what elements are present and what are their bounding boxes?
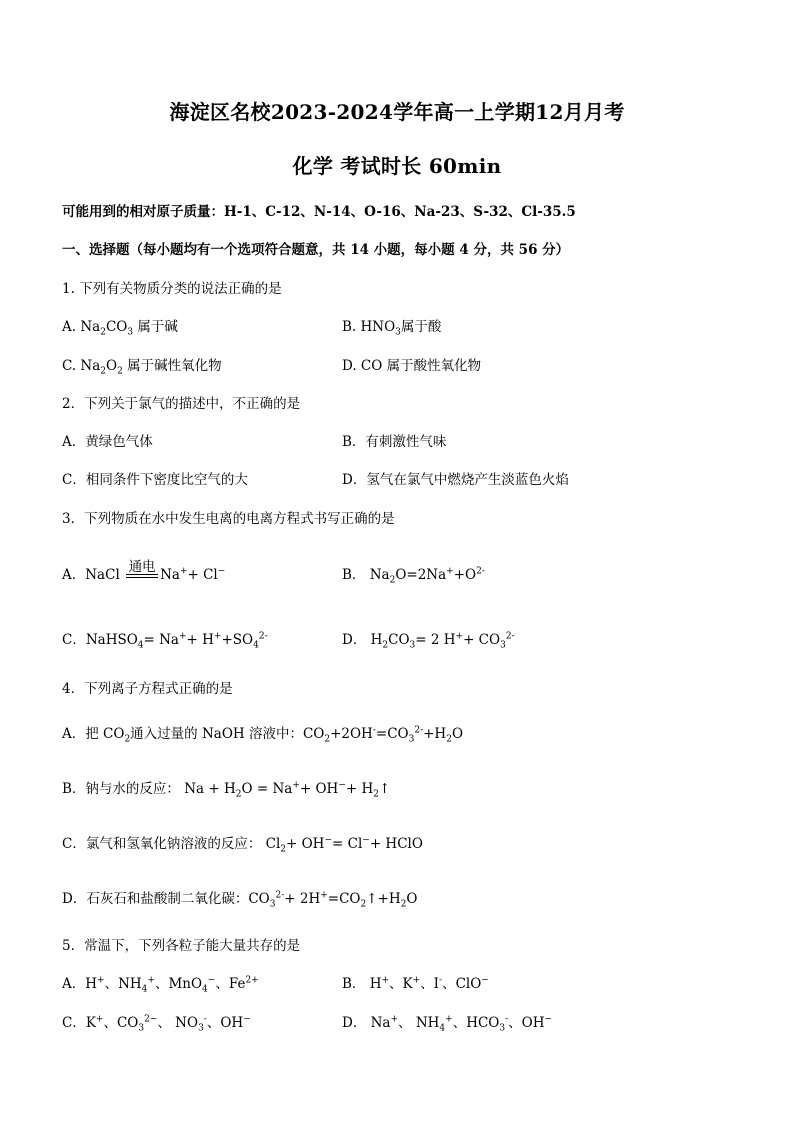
q2-option-a: A．黄绿色气体 (62, 434, 153, 450)
q4-option-a: A．把 $CO_2$通入过量的 NaOH 溶液中：$CO_2+2OH^-=CO_3^{2-}+H_2O$ (62, 725, 464, 745)
q4-option-c: C．氯气和氢氧化钠溶液的反应： $Cl_2+ OH^-= Cl^-+$ HClO (62, 835, 423, 855)
q5-option-c: C．K+、$CO_3^{2-}$、 $NO_3^-$、OH− (62, 1014, 251, 1034)
question-4-stem: 4．下列离子方程式正确的是 (62, 681, 233, 697)
q3-option-b: B． $Na_2O=2Na^++O^{2-}$ (342, 566, 485, 586)
question-5-stem: 5．常温下，下列各粒子能大量共存的是 (62, 938, 301, 954)
q2-option-b: B．有刺激性气味 (342, 434, 447, 450)
q1-option-d: D. CO 属于酸性氧化物 (342, 358, 482, 374)
q2-option-d: D．氢气在氯气中燃烧产生淡蓝色火焰 (342, 472, 569, 488)
q1-option-b: B. $HNO_3$属于酸 (342, 319, 442, 338)
q4-option-d: D．石灰石和盐酸制二氧化碳：$CO_3^{2-}+$ $2H^+=CO_2↑+H_2O$ (62, 890, 418, 910)
q5-option-b: B． H+、K+、I-、ClO− (342, 975, 489, 992)
q2-option-c: C．相同条件下密度比空气的大 (62, 472, 248, 488)
q1-option-c: C. $Na_2O_2$ 属于碱性氧化物 (62, 358, 222, 377)
exam-title: 海淀区名校2023-2024学年高一上学期12月月考 (169, 100, 625, 124)
question-1-stem: 1. 下列有关物质分类的说法正确的是 (62, 281, 282, 297)
exam-subtitle: 化学 考试时长 60min (292, 154, 502, 178)
q1-option-a: A. $Na_2CO_3$ 属于碱 (62, 319, 178, 338)
q3-option-a: A．NaCl 通电 Na++ Cl− (62, 558, 226, 583)
section-heading: 一、选择题（每小题均有一个选项符合题意，共 14 小题，每小题 4 分，共 56 分） (62, 242, 570, 258)
q4-option-b: B．钠与水的反应： $Na + H_2O = Na^++ OH^-+$ $H_2↑$ (62, 780, 391, 800)
q5-option-d: D． Na+、 $NH_4^+$、$HCO_3^-$、OH− (342, 1014, 553, 1034)
q3-option-c: C．NaHSO$_4$= $Na^++ H^++SO_4^{2-}$ (62, 631, 268, 651)
electrolysis-arrow-icon: 通电 (124, 569, 160, 583)
question-3-stem: 3．下列物质在水中发生电离的电离方程式书写正确的是 (62, 511, 395, 527)
q5-option-a: A．H+、$NH_4^+$、MnO$_4$−、$Fe^{2+}$ (62, 975, 259, 995)
question-2-stem: 2．下列关于氯气的描述中，不正确的是 (62, 396, 301, 412)
q3-option-d: D． $H_2CO_3= 2$ $H^++ CO_3^{2-}$ (342, 631, 515, 651)
atomic-masses: 可能用到的相对原子质量：H-1、C-12、N-14、O-16、Na-23、S-32、Cl-35.5 (62, 204, 576, 220)
